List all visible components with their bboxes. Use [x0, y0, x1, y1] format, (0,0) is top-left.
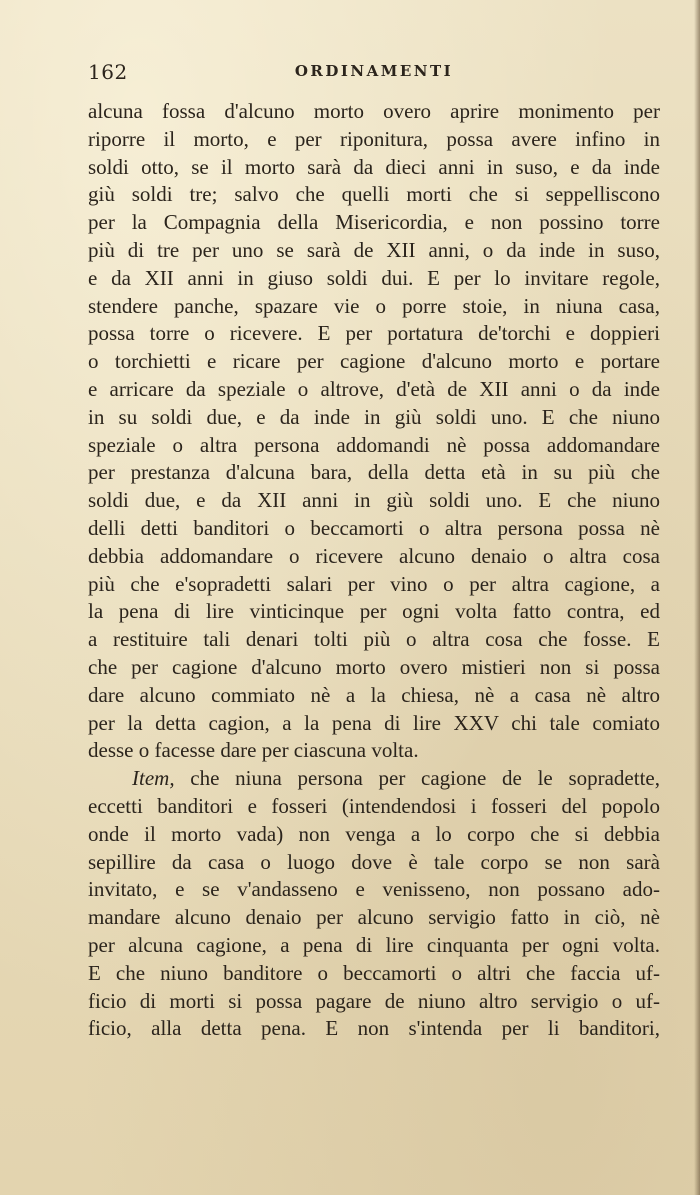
text-line-first — [88, 765, 660, 793]
text-line: riporre il morto, e per riponitura, possa avere infino in — [88, 126, 660, 151]
text-line: speziale o altra persona addomandi nè possa addomandare — [88, 432, 660, 457]
text-line: mandare alcuno denaio per alcuno servigio fatto in ciò, nè — [88, 905, 660, 930]
text-line: in su soldi due, e da inde in giù soldi uno. E che niuno — [88, 404, 660, 429]
text-line: ficio di morti si possa pagare de niuno altro servigio o uf- — [88, 988, 660, 1013]
text-line-rest: che niuna persona per cagione de le sopradette, — [174, 766, 660, 791]
text-line: sepillire da casa o luogo dove è tale corpo se non sarà — [88, 849, 660, 874]
text-line: soldi due, e da XII anni in giù soldi uno. E che niuno — [88, 488, 660, 513]
text-line: o torchietti e ricare per cagione d'alcuno morto e portare — [88, 349, 660, 374]
text-line: che per cagione d'alcuno morto overo mistieri non si possa — [88, 654, 660, 679]
text-line: e arricare da speziale o altrove, d'età de XII anni o da inde — [88, 376, 660, 401]
text-line: onde il morto vada) non venga a lo corpo che si debbia — [88, 821, 660, 846]
text-line: invitato, e se v'andasseno e venisseno, non possano ado- — [88, 877, 660, 902]
text-line: la pena di lire vinticinque per ogni volta fatto contra, ed — [88, 599, 660, 624]
text-line: dare alcuno commiato nè a la chiesa, nè a casa nè altro — [88, 682, 660, 707]
page-header — [88, 60, 660, 90]
text-line: più di tre per uno se sarà de XII anni, o da inde in suso, — [88, 237, 660, 262]
text-line: e da XII anni in giuso soldi dui. E per lo invitare regole, — [88, 265, 660, 290]
text-line: per prestanza d'alcuna bara, della detta età in su più che — [88, 460, 660, 485]
page-number: 162 — [88, 60, 128, 84]
text-line: delli detti banditori o beccamorti o altra persona possa nè — [88, 515, 660, 540]
text-line: per la Compagnia della Misericordia, e non possino torre — [88, 210, 660, 235]
item-lead: Item, — [132, 766, 175, 791]
text-line: desse o facesse dare per ciascuna volta. — [88, 738, 419, 763]
body-text — [88, 98, 660, 1043]
text-line: soldi otto, se il morto sarà da dieci anni in suso, e da inde — [88, 154, 660, 179]
text-line: E che niuno banditore o beccamorti o altri che faccia uf- — [88, 960, 660, 985]
text-line: ficio, alla detta pena. E non s'intenda per li banditori, — [88, 1016, 660, 1041]
page-edge-shadow — [694, 0, 700, 1195]
text-line: a restituire tali denari tolti più o altra cosa che fosse. E — [88, 627, 660, 652]
running-head: ORDINAMENTI — [294, 62, 454, 80]
text-line: possa torre o ricevere. E per portatura de'torchi e doppieri — [88, 321, 660, 346]
text-line: eccetti banditori e fosseri (intendendosi i fosseri del popolo — [88, 793, 660, 818]
text-line: più che e'sopradetti salari per vino o per altra cagione, a — [88, 571, 660, 596]
text-line: per la detta cagion, a la pena di lire XXV chi tale comiato — [88, 710, 660, 735]
text-line: stendere panche, spazare vie o porre stoie, in niuna casa, — [88, 293, 660, 318]
text-line: per alcuna cagione, a pena di lire cinquanta per ogni volta. — [88, 932, 660, 957]
text-line: alcuna fossa d'alcuno morto overo aprire monimento per — [88, 99, 660, 123]
text-line: giù soldi tre; salvo che quelli morti che si seppelliscono — [88, 182, 660, 207]
text-line: debbia addomandare o ricevere alcuno denaio o altra cosa — [88, 543, 660, 568]
